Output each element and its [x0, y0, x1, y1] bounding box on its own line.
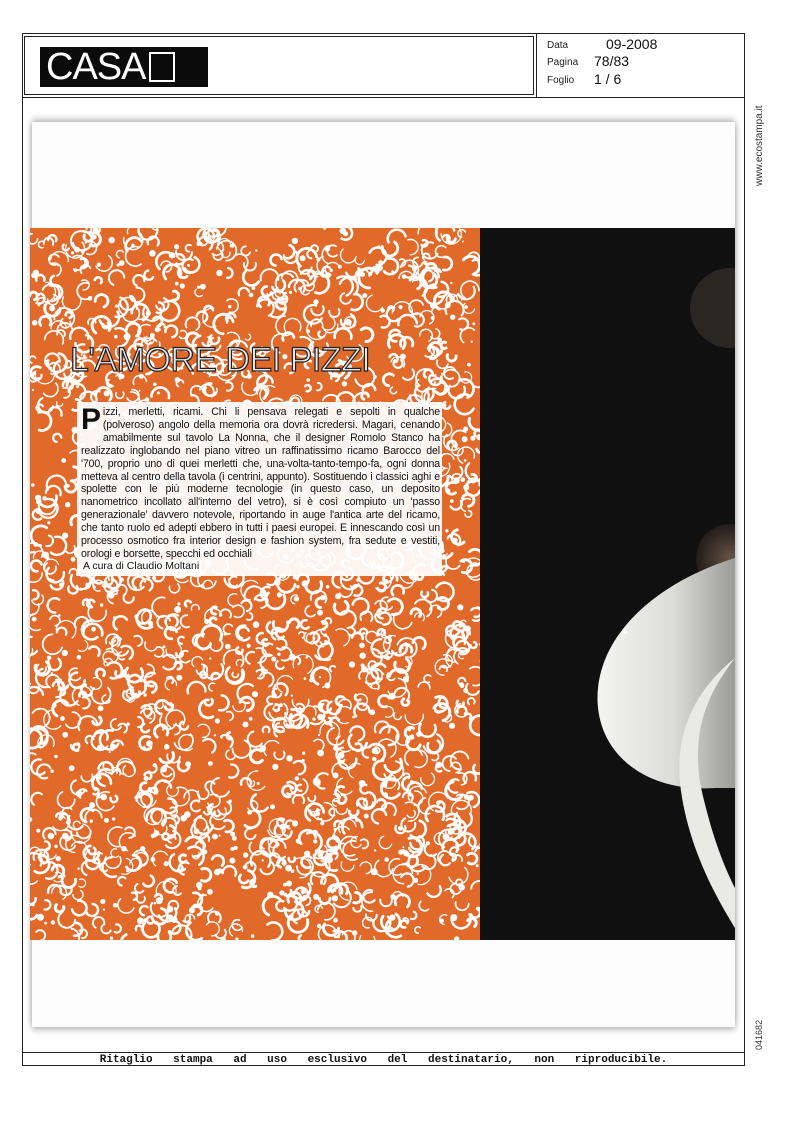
header-rule: [22, 97, 745, 98]
footer-notice: Ritaglio stampa ad uso esclusivo del destinatario, non riproducibile.: [99, 1054, 668, 1066]
date-label: Data: [547, 40, 569, 51]
page-value: 78/83: [594, 53, 630, 69]
date-value: 09-2008: [606, 36, 658, 52]
header-divider: [536, 33, 537, 97]
side-code-text: 041682: [754, 1019, 764, 1050]
white-vase-graphic: [480, 228, 735, 940]
logo-text: CASA: [46, 46, 146, 88]
article-byline: A cura di Claudio Moltani: [83, 560, 200, 572]
page-label: Pagina: [547, 57, 579, 68]
lace-pattern-graphic: [30, 228, 480, 940]
article-body: [81, 403, 440, 561]
product-photo: [480, 228, 735, 940]
lace-pattern-illustration: [30, 228, 480, 940]
side-code: [746, 1010, 764, 1054]
side-url: [746, 105, 765, 188]
sheet-label: Foglio: [547, 75, 575, 86]
article-headline: L'AMORE DEI PIZZI: [70, 341, 371, 379]
publication-logo: [40, 47, 208, 87]
article-body-text: izzi, merletti, ricami. Chi li pensava relegati e sepolti in qualche (polveroso) angolo della memoria ora dovrà ricredersi. Magari, cenando amabilmente sul tavolo La Nonna, che il designer Romolo Stanco ha realizzato inglobando nel piano vitreo un raffinatissimo ricamo Barocco del '700, proprio uno di quei merletti che, una-volta-tanto-tempo-fa, ogni donna metteva al centro della tavola (i centrini, appunto). Sostituendo i classici aghi e spolette con le più moderne tecnologie (in questo caso, un deposito nanometrico incollato all'interno del vetro), si è così compiuto un 'passo generazionale' davvero notevole, riportando in auge l'antica arte del ricamo, che tanto ruolo ed adepti ebbero in tutti i paesi europei. E innescando così un processo osmotico fra interior design e fashion system, fra sedute e vestiti, orologi e borsette, specchi ed occhiali: [81, 406, 440, 560]
sheet-value: 1 / 6: [594, 71, 622, 87]
article-body-box: [77, 402, 442, 576]
footer-rule: [22, 1052, 745, 1053]
drop-cap: P: [81, 403, 101, 436]
logo-square-icon: [149, 52, 175, 82]
side-url-text: www.ecostampa.it: [754, 105, 765, 186]
